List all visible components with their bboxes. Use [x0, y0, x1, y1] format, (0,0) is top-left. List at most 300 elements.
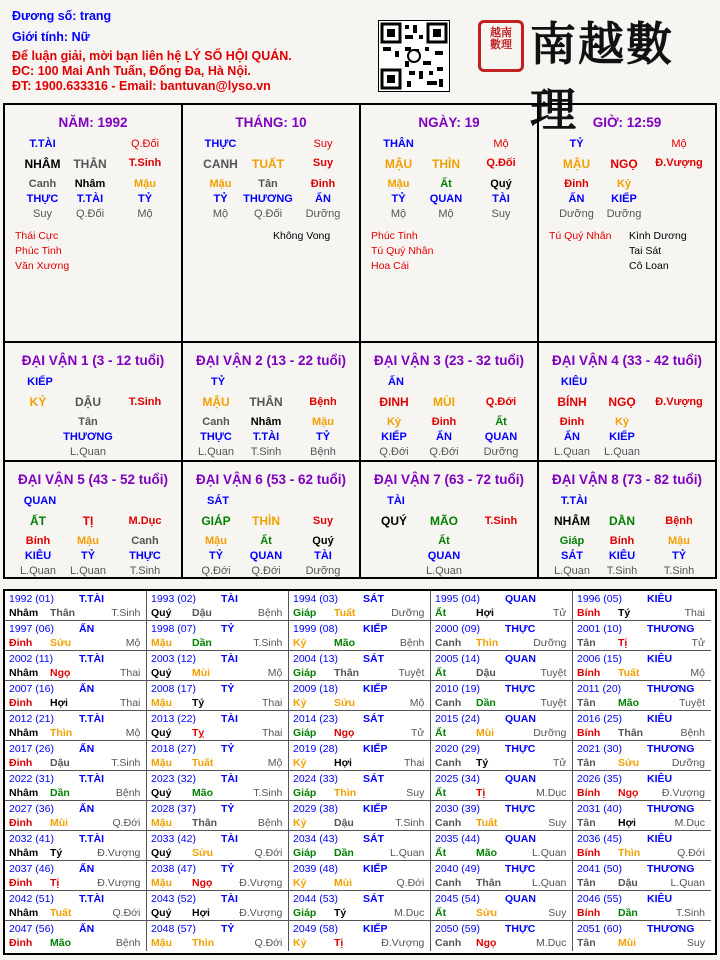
hidden-stem: Kỷ — [614, 416, 630, 428]
year-branch: Thìn — [334, 787, 357, 799]
hidden-stem: Mậu — [312, 416, 334, 428]
hidden-stage: Dưỡng — [606, 208, 642, 220]
year-stage: Tử — [410, 727, 425, 739]
year-stage: Mộ — [267, 667, 283, 679]
year-label: 2010 (19) — [435, 683, 480, 695]
year-stage: L.Quan — [670, 877, 705, 889]
hidden-stem: Ất — [260, 535, 272, 547]
star-item: Cô Loan — [629, 260, 669, 272]
star-item: Phúc Tinh — [15, 245, 62, 257]
year-stage: L.Quan — [389, 847, 425, 859]
year-label: 2009 (18) — [293, 683, 338, 695]
year-branch: Tý — [618, 607, 631, 619]
year-branch: Tị — [476, 787, 486, 799]
year-label: 2004 (13) — [293, 653, 338, 665]
year-branch: Tý — [334, 907, 347, 919]
year-stem: Tân — [577, 877, 596, 889]
year-branch: Dần — [50, 787, 70, 799]
stars-left — [371, 229, 433, 274]
hidden-stem: Mậu — [387, 178, 410, 190]
year-cell — [431, 921, 573, 951]
year-stem: Nhâm — [9, 907, 39, 919]
year-label: 2038 (47) — [151, 863, 196, 875]
year-stage: Mộ — [267, 757, 283, 769]
year-god: ẤN — [79, 743, 95, 755]
dai-van-god: KIẾP — [27, 376, 53, 388]
hidden-stem: Quý — [490, 178, 512, 190]
year-god: KIÊU — [647, 713, 673, 725]
year-stem: Giáp — [293, 787, 317, 799]
year-cell — [573, 891, 711, 921]
hidden-stem: Mậu — [668, 535, 690, 547]
year-cell — [573, 771, 711, 801]
dai-van-title: ĐẠI VẬN 4 (33 - 42 tuổi) — [551, 353, 703, 368]
year-cell — [431, 741, 573, 771]
year-stem: Đinh — [9, 637, 33, 649]
year-label: 2037 (46) — [9, 863, 54, 875]
year-stem: Nhâm — [9, 667, 39, 679]
year-label: 2042 (51) — [9, 893, 54, 905]
year-cell — [289, 651, 431, 681]
year-branch: Sửu — [334, 697, 356, 709]
year-stem: Canh — [435, 877, 462, 889]
year-god: KIẾP — [363, 743, 388, 755]
year-stage: M.Dục — [394, 907, 425, 919]
year-god: QUAN — [505, 653, 536, 665]
year-stage: Dưỡng — [391, 607, 425, 619]
year-god: THƯƠNG — [647, 623, 695, 635]
dai-van-title: ĐẠI VẬN 2 (13 - 22 tuổi) — [195, 353, 347, 368]
year-label: 2050 (59) — [435, 923, 480, 935]
year-cell — [431, 681, 573, 711]
hidden-stage: Dưỡng — [483, 446, 519, 458]
year-god: TÀI — [221, 593, 238, 605]
heavenly-stem: GIÁP — [201, 514, 231, 528]
ten-god-branch: Suy — [313, 138, 333, 150]
four-pillars-grid — [3, 103, 717, 579]
year-label: 2030 (39) — [435, 803, 480, 815]
hidden-stage: L.Quan — [553, 565, 591, 577]
year-god: T.TÀI — [79, 713, 105, 725]
year-god: THỰC — [505, 863, 536, 875]
year-branch: Dậu — [192, 607, 212, 619]
year-label: 1994 (03) — [293, 593, 338, 605]
year-branch: Tị — [334, 937, 344, 949]
year-god: KIÊU — [647, 773, 673, 785]
year-stage: L.Quan — [531, 877, 567, 889]
dai-van-title: ĐẠI VẬN 7 (63 - 72 tuổi) — [373, 472, 525, 487]
year-cell — [147, 801, 289, 831]
year-label: 2001 (10) — [577, 623, 622, 635]
hidden-god: TỶ — [671, 550, 687, 562]
heavenly-stem: BÍNH — [557, 395, 587, 409]
year-stem: Nhâm — [9, 787, 39, 799]
year-stage: Thai — [403, 757, 425, 769]
year-stem: Ất — [435, 727, 447, 739]
year-label: 1992 (01) — [9, 593, 54, 605]
hidden-stage: Q.Đới — [429, 446, 459, 458]
year-stage: Thai — [119, 667, 141, 679]
year-stage: Q.Đới — [254, 847, 283, 859]
star-item: Tai Sát — [629, 245, 662, 257]
year-cell — [431, 801, 573, 831]
red-seal-icon: 越南 數理 — [478, 20, 524, 72]
dai-van-cell — [183, 343, 361, 462]
year-label: 2033 (42) — [151, 833, 196, 845]
hidden-god: THỰC — [26, 193, 59, 205]
year-god: SÁT — [363, 893, 384, 905]
hidden-stage: T.Sinh — [663, 565, 695, 577]
year-god: KIẾP — [363, 683, 388, 695]
year-cell — [289, 801, 431, 831]
year-stem: Đinh — [9, 937, 33, 949]
year-cell — [289, 891, 431, 921]
year-label: 2000 (09) — [435, 623, 480, 635]
year-stage: Q.Đới — [112, 907, 141, 919]
hidden-god: KIÊU — [24, 550, 52, 562]
year-stage: Q.Đới — [677, 847, 705, 859]
dai-van-god: TỶ — [210, 376, 226, 388]
year-stage: Mộ — [125, 727, 141, 739]
hidden-stem: Mậu — [77, 535, 99, 547]
year-branch: Sửu — [618, 757, 640, 769]
pillar-cell — [539, 105, 715, 343]
year-cell — [147, 621, 289, 651]
year-stage: Dưỡng — [533, 637, 567, 649]
hidden-stem: Mậu — [134, 178, 156, 190]
dai-van-cell — [361, 343, 539, 462]
year-stage: T.Sinh — [253, 637, 283, 649]
year-stage: Q.Đới — [112, 817, 141, 829]
year-branch: Mùi — [50, 817, 69, 829]
year-god: THƯƠNG — [647, 923, 695, 935]
year-branch: Ngọ — [192, 877, 213, 889]
year-stage: Dưỡng — [533, 727, 567, 739]
hidden-stem: Canh — [202, 416, 230, 428]
year-stage: M.Dục — [536, 787, 567, 799]
star-item: Thái Cực — [15, 230, 59, 242]
year-cell — [5, 831, 147, 861]
year-god: TÀI — [221, 833, 238, 845]
hidden-stem: Kỷ — [616, 178, 632, 190]
year-cell — [431, 771, 573, 801]
year-cell — [147, 921, 289, 951]
year-branch: Dần — [476, 697, 496, 709]
year-stem: Bính — [577, 787, 601, 799]
year-stem: Kỷ — [293, 877, 307, 889]
dai-van-cell — [5, 343, 183, 462]
dai-van-title: ĐẠI VẬN 5 (43 - 52 tuổi) — [17, 472, 169, 487]
year-branch: Mão — [476, 847, 497, 859]
dai-van-title: ĐẠI VẬN 1 (3 - 12 tuổi) — [21, 353, 165, 368]
person-name: Đương số: trang — [12, 9, 112, 23]
year-cell — [431, 621, 573, 651]
year-stage: Bệnh — [115, 787, 141, 799]
hidden-stage: T.Sinh — [606, 565, 638, 577]
hidden-stage: Suy — [33, 208, 52, 220]
year-label: 1993 (02) — [151, 593, 196, 605]
year-branch: Dậu — [618, 877, 638, 889]
dai-van-cell — [183, 462, 361, 578]
year-cell — [147, 831, 289, 861]
heavenly-stem: MẬU — [384, 157, 413, 171]
year-stem: Quý — [151, 607, 172, 619]
year-stem: Mậu — [151, 817, 172, 829]
earthly-branch: MÃO — [430, 514, 458, 528]
hidden-stage: Mộ — [438, 208, 454, 220]
hidden-stem: Mậu — [209, 178, 232, 190]
year-cell — [573, 921, 711, 951]
year-cell — [147, 771, 289, 801]
year-god: TÀI — [221, 713, 238, 725]
year-branch: Ngọ — [476, 937, 497, 949]
year-cell — [5, 621, 147, 651]
ten-god: TỶ — [569, 138, 584, 150]
year-branch: Tị — [618, 637, 628, 649]
star-item: Phúc Tinh — [371, 230, 418, 242]
year-stem: Canh — [435, 697, 462, 709]
year-god: KIẾP — [363, 803, 388, 815]
year-god: ẤN — [79, 803, 95, 815]
year-cell — [573, 861, 711, 891]
year-branch: Thìn — [192, 937, 215, 949]
hidden-god: QUAN — [484, 431, 518, 443]
year-branch: Mùi — [192, 667, 211, 679]
year-cell — [5, 891, 147, 921]
life-stage: Bệnh — [309, 396, 337, 408]
year-cell — [147, 651, 289, 681]
year-god: TỶ — [221, 863, 235, 875]
year-cell — [431, 831, 573, 861]
year-stage: T.Sinh — [111, 757, 141, 769]
year-label: 2032 (41) — [9, 833, 54, 845]
year-cell — [5, 591, 147, 621]
year-stage: T.Sinh — [111, 607, 141, 619]
year-label: 2019 (28) — [293, 743, 338, 755]
year-stem: Quý — [151, 847, 172, 859]
hidden-god: KIÊU — [608, 550, 636, 562]
life-stage: Suy — [312, 157, 334, 169]
hidden-stage: Q.Đới — [251, 565, 281, 577]
heavenly-stem: NHÂM — [554, 514, 590, 528]
year-branch: Ngọ — [334, 727, 355, 739]
year-cell — [5, 861, 147, 891]
year-stem: Tân — [577, 637, 596, 649]
year-branch: Hợi — [334, 757, 352, 769]
earthly-branch: NGỌ — [610, 157, 638, 171]
year-cell — [147, 891, 289, 921]
life-stage: Suy — [312, 515, 334, 527]
hidden-god: TỶ — [208, 550, 224, 562]
year-cell — [147, 741, 289, 771]
hidden-stage: L.Quan — [603, 446, 641, 458]
year-stage: M.Dục — [674, 817, 705, 829]
year-label: 2040 (49) — [435, 863, 480, 875]
hidden-stage: L.Quan — [197, 446, 235, 458]
hidden-god: QUAN — [427, 550, 461, 562]
hidden-stage: L.Quan — [425, 565, 463, 577]
year-stem: Ất — [435, 787, 447, 799]
phone-email: ĐT: 1900.633316 - Email: bantuvan@lyso.vn — [12, 79, 271, 93]
year-stage: Đ.Vượng — [97, 847, 141, 859]
year-stem: Bính — [577, 847, 601, 859]
dai-van-cell — [539, 462, 715, 578]
hidden-stage: L.Quan — [69, 446, 107, 458]
hidden-stem: Nhâm — [74, 178, 106, 190]
year-label: 1999 (08) — [293, 623, 338, 635]
year-branch: Dậu — [50, 757, 70, 769]
life-stage: T.Sinh — [128, 396, 162, 408]
year-cell — [5, 801, 147, 831]
hidden-stage: L.Quan — [553, 446, 591, 458]
year-branch: Sửu — [50, 637, 72, 649]
year-label: 2039 (48) — [293, 863, 338, 875]
year-stem: Đinh — [9, 817, 33, 829]
year-god: KIẾP — [363, 623, 388, 635]
hidden-stage: Q.Đới — [379, 446, 409, 458]
year-stem: Quý — [151, 667, 172, 679]
year-god: SÁT — [363, 713, 384, 725]
year-cell — [573, 621, 711, 651]
life-stage: Bệnh — [665, 515, 693, 527]
year-cell — [147, 681, 289, 711]
year-stem: Bính — [577, 667, 601, 679]
year-cell — [573, 591, 711, 621]
year-stage: Thai — [119, 697, 141, 709]
year-god: ẤN — [79, 683, 95, 695]
hidden-stage: Bệnh — [310, 446, 336, 458]
heavenly-stem: ĐINH — [379, 395, 409, 409]
dai-van-cell — [361, 462, 539, 578]
year-stage: Mộ — [125, 637, 141, 649]
year-stem: Tân — [577, 937, 596, 949]
hidden-stem: Đinh — [564, 178, 589, 190]
hidden-stage: Dưỡng — [305, 208, 341, 220]
year-god: KIẾP — [363, 923, 388, 935]
year-god: TỶ — [221, 803, 235, 815]
hidden-stem: Quý — [312, 535, 334, 547]
hidden-god: QUAN — [249, 550, 283, 562]
year-label: 2011 (20) — [577, 683, 622, 695]
year-label: 2012 (21) — [9, 713, 54, 725]
year-god: KIÊU — [647, 593, 673, 605]
hidden-stage: Suy — [491, 208, 511, 220]
year-label: 2023 (32) — [151, 773, 196, 785]
earthly-branch: THÌN — [252, 514, 280, 528]
year-label: 2045 (54) — [435, 893, 480, 905]
hidden-god: TÀI — [314, 550, 332, 562]
year-god: T.TÀI — [79, 773, 105, 785]
year-stem: Giáp — [293, 847, 317, 859]
year-stem: Bính — [577, 727, 601, 739]
year-god: QUAN — [505, 833, 536, 845]
hidden-stem: Bính — [609, 535, 635, 547]
heavenly-stem: CANH — [203, 157, 238, 171]
year-god: TỶ — [221, 683, 235, 695]
year-stage: Tuyệt — [679, 697, 705, 709]
stars-left — [549, 229, 611, 244]
year-cell — [5, 681, 147, 711]
dai-van-god: KIÊU — [560, 376, 588, 388]
year-stage: Suy — [406, 787, 425, 799]
hidden-god: THƯƠNG — [243, 193, 293, 205]
year-stem: Giáp — [293, 907, 317, 919]
year-branch: Thân — [192, 817, 218, 829]
year-stage: Thai — [261, 697, 283, 709]
year-stem: Quý — [151, 907, 172, 919]
year-stem: Nhâm — [9, 847, 39, 859]
dai-van-cell — [539, 343, 715, 462]
hidden-stage: Q.Đới — [201, 565, 231, 577]
year-branch: Dần — [334, 847, 354, 859]
year-branch: Tuất — [618, 667, 640, 679]
year-god: TỶ — [221, 923, 235, 935]
ten-god-branch: Mộ — [493, 138, 509, 150]
year-branch: Hợi — [192, 907, 210, 919]
year-stem: Kỷ — [293, 937, 307, 949]
year-label: 2049 (58) — [293, 923, 338, 935]
year-cell — [573, 711, 711, 741]
year-cell — [289, 861, 431, 891]
year-stage: Tử — [552, 607, 567, 619]
year-label: 2031 (40) — [577, 803, 622, 815]
ten-god-branch: Q.Đối — [130, 138, 160, 150]
year-cell — [289, 831, 431, 861]
year-branch: Ngọ — [618, 787, 639, 799]
year-stem: Mậu — [151, 757, 172, 769]
year-stage: Dưỡng — [671, 757, 705, 769]
year-god: THỰC — [505, 623, 536, 635]
year-cell — [431, 711, 573, 741]
hidden-stage: L.Quan — [69, 565, 107, 577]
hidden-stem: Bính — [25, 535, 51, 547]
year-god: T.TÀI — [79, 833, 105, 845]
year-label: 2002 (11) — [9, 653, 54, 665]
year-stem: Ất — [435, 607, 447, 619]
pillar-title: GIỜ: 12:59 — [592, 115, 662, 130]
year-stage: Q.Đới — [396, 877, 425, 889]
year-branch: Thân — [618, 727, 644, 739]
year-branch: Mão — [192, 787, 213, 799]
year-stage: T.Sinh — [253, 787, 283, 799]
ten-god: THỰC — [204, 138, 237, 150]
hidden-god: ẤN — [315, 193, 331, 205]
year-cell — [573, 801, 711, 831]
year-cell — [5, 921, 147, 951]
year-cell — [573, 651, 711, 681]
hidden-stage: Mộ — [137, 208, 153, 220]
year-branch: Hợi — [476, 607, 494, 619]
year-stem: Tân — [577, 697, 596, 709]
hidden-god: T.TÀI — [252, 431, 280, 443]
gender: Giới tính: Nữ — [12, 30, 90, 44]
year-label: 2017 (26) — [9, 743, 54, 755]
year-label: 2029 (38) — [293, 803, 338, 815]
year-cell — [147, 711, 289, 741]
year-god: KIÊU — [647, 833, 673, 845]
earthly-branch: TỊ — [82, 514, 94, 528]
stars-right — [629, 229, 687, 274]
year-branch: Hợi — [618, 817, 636, 829]
year-stage: Tuyệt — [398, 667, 425, 679]
life-stage: Đ.Vượng — [655, 157, 703, 169]
year-cell — [289, 621, 431, 651]
hidden-god: SÁT — [561, 550, 583, 562]
year-stem: Tân — [577, 817, 596, 829]
year-branch: Thìn — [476, 637, 499, 649]
year-god: T.TÀI — [79, 593, 105, 605]
earthly-branch: NGỌ — [608, 395, 636, 409]
